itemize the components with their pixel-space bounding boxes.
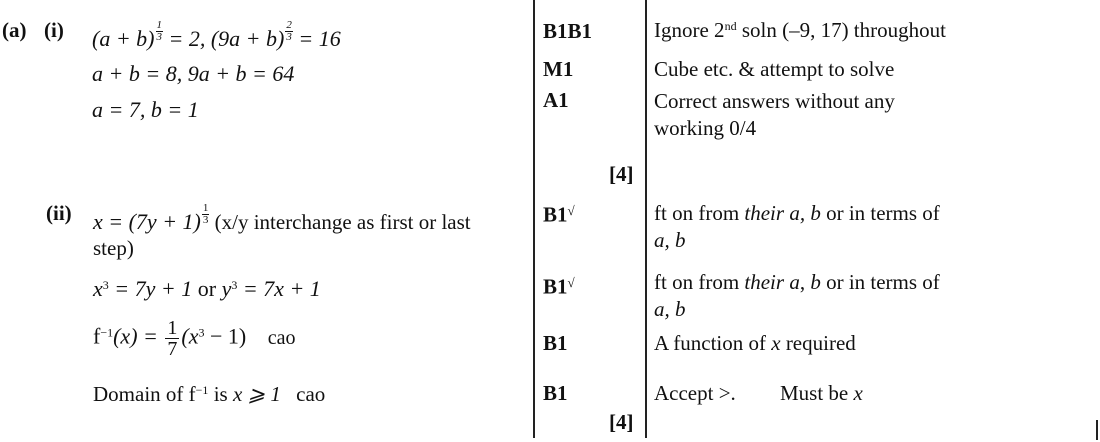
expr: = 2, (9a + b) [163, 26, 285, 52]
fraction [165, 318, 179, 359]
comment: Cube etc. & attempt to solve [654, 57, 895, 81]
mark: B1 [543, 274, 568, 299]
note: (x/y interchange as first or last [209, 210, 471, 235]
superscript: nd [724, 18, 737, 33]
comment-text: or in terms of [820, 201, 940, 225]
or-text: or [197, 276, 217, 301]
comment-text: their a, b [744, 201, 821, 225]
mark-code: M1 [543, 57, 574, 81]
mark-code: A1 [543, 88, 569, 112]
comment-text: Must be [780, 381, 854, 405]
expr: (x) = [113, 323, 164, 349]
comment: Correct answers without any [654, 89, 895, 113]
comment-text: b [810, 270, 821, 294]
superscript: −1 [100, 325, 114, 340]
comment-text: or in terms of [820, 270, 940, 294]
numerator: 1 [156, 19, 162, 31]
exponent-fraction [285, 20, 293, 43]
superscript: 3 [198, 325, 205, 340]
edge-mark [1096, 420, 1098, 440]
comment: a, b [654, 228, 686, 252]
comment [654, 333, 856, 354]
working-line-1 [92, 20, 341, 50]
text: Domain of f [93, 382, 196, 406]
comment-text: ft on from [654, 270, 745, 294]
comment: working 0/4 [654, 116, 757, 140]
comment [654, 272, 940, 293]
mark-total: [4] [609, 410, 634, 434]
comment-text: ft on from [654, 201, 745, 225]
working-line-1 [93, 203, 471, 233]
expr: − 1) [204, 323, 247, 349]
working-line-1-cont: step) [93, 236, 134, 260]
expr: y [216, 276, 232, 301]
comment-text: their a [744, 270, 800, 294]
superscript: −1 [195, 382, 209, 397]
working-line-2: a + b = 8, 9a + b = 64 [92, 61, 295, 86]
subpart-label-i: (i) [44, 18, 64, 42]
mark: B1 [543, 202, 568, 227]
superscript: 3 [231, 277, 238, 292]
comment [654, 203, 940, 224]
mark-total: [4] [609, 162, 634, 186]
follow-through-tick-icon: √ [567, 275, 575, 290]
expr: (a + b) [92, 26, 155, 52]
expr: = 7y + 1 [108, 276, 198, 301]
numerator: 2 [286, 19, 292, 31]
comment: a, b [654, 297, 686, 321]
comment [654, 20, 946, 41]
comment: Accept >. [654, 381, 736, 405]
mark-code: B1 [543, 381, 568, 405]
working-line-2 [93, 278, 321, 300]
denominator: 7 [167, 338, 178, 360]
comment-text: x [771, 331, 781, 355]
expr: x = (7y + 1) [93, 209, 201, 235]
comment-text: A function of [654, 331, 772, 355]
comment-text: required [780, 331, 856, 355]
comment [780, 383, 863, 404]
numerator: 1 [202, 202, 209, 214]
superscript: 3 [102, 277, 109, 292]
denominator: 3 [286, 31, 292, 43]
denominator: 3 [156, 31, 162, 43]
mark-code [543, 204, 575, 226]
expr: = 7x + 1 [237, 276, 321, 301]
subpart-label-ii: (ii) [46, 201, 72, 225]
working-line-3: a = 7, b = 1 [92, 97, 199, 122]
mark-code [543, 276, 575, 298]
expr: x [93, 276, 103, 301]
working-line-4 [93, 384, 325, 405]
follow-through-tick-icon: √ [567, 203, 575, 218]
comment-text: soln (–9, 17) throughout [736, 18, 946, 42]
numerator: 1 [167, 317, 178, 339]
working-line-3 [93, 318, 295, 359]
expr: f [93, 323, 101, 349]
mark-code: B1B1 [543, 19, 593, 43]
mark-code: B1 [543, 331, 568, 355]
expr: (x [181, 323, 199, 349]
cao-text: cao [267, 326, 296, 349]
comment-text: , [799, 270, 811, 294]
denominator: 3 [202, 214, 209, 226]
exponent-fraction [156, 20, 164, 43]
text: is [208, 382, 233, 406]
column-divider-marks [533, 0, 535, 438]
part-label: (a) [2, 18, 27, 42]
expr: = 16 [292, 26, 341, 52]
expr: x ⩾ 1 [232, 382, 281, 406]
comment-text: Ignore 2 [654, 18, 725, 42]
comment-text: x [853, 381, 863, 405]
cao-text: cao [296, 382, 326, 406]
column-divider-comments [645, 0, 647, 438]
